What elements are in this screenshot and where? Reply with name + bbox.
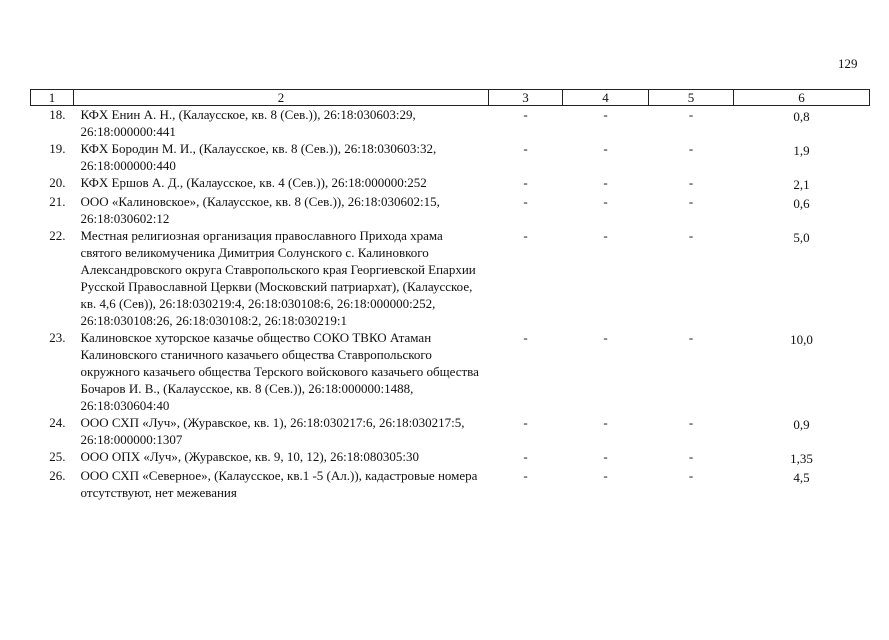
cell-col5: - bbox=[688, 415, 694, 430]
cell-col3: - bbox=[523, 468, 528, 483]
row-number: 20. bbox=[49, 175, 66, 190]
cell-col5: - bbox=[688, 141, 694, 156]
table-header-row bbox=[31, 90, 870, 106]
row-description: ООО СХП «Луч», (Журавское, кв. 1), 26:18:030217:6, 26:18:030217:5, 26:18:000000:1307 bbox=[80, 415, 465, 447]
cell-col4: - bbox=[603, 415, 608, 430]
cell-col3: - bbox=[523, 330, 528, 345]
row-description: Калиновское хуторское казачье общество СОКО ТВКО Атаман Калиновского станичного казачьего общества Ставропольского окружного казачьего общества Терского войскового казачьего общества Бочаров И. В., (Калаусское, кв. 8 (Сев.)), 26:18:000000:1488, 26:18:030604:40 bbox=[80, 330, 479, 413]
cell-col3: - bbox=[523, 175, 528, 190]
cell-col3: - bbox=[523, 107, 528, 122]
row-number: 24. bbox=[49, 415, 66, 430]
table-row bbox=[31, 106, 870, 141]
row-number: 23. bbox=[49, 330, 66, 345]
column-header-3: 3 bbox=[489, 90, 563, 106]
row-number: 25. bbox=[49, 449, 66, 464]
row-description: ООО СХП «Северное», (Калаусское, кв.1 -5 (Ал.)), кадастровые номера отсутствуют, нет межевания bbox=[80, 468, 478, 500]
cell-col5: - bbox=[688, 175, 694, 190]
row-number: 21. bbox=[49, 194, 66, 209]
cell-area: 5,0 bbox=[793, 230, 810, 245]
cell-area: 0,6 bbox=[793, 196, 810, 211]
cell-col4: - bbox=[603, 141, 608, 156]
cell-col3: - bbox=[523, 141, 528, 156]
page-number: 129 bbox=[838, 56, 858, 71]
cell-col3: - bbox=[523, 415, 528, 430]
table-row bbox=[31, 193, 870, 227]
table-row bbox=[31, 140, 870, 174]
row-description: ООО ОПХ «Луч», (Журавское, кв. 9, 10, 12), 26:18:080305:30 bbox=[80, 449, 420, 464]
cell-col4: - bbox=[603, 330, 608, 345]
cell-col5: - bbox=[688, 228, 694, 243]
cell-area: 1,9 bbox=[793, 143, 810, 158]
row-description: КФХ Енин А. Н., (Калаусское, кв. 8 (Сев.)), 26:18:030603:29, 26:18:000000:441 bbox=[80, 107, 416, 139]
row-number: 19. bbox=[49, 141, 66, 156]
table-row bbox=[31, 467, 870, 501]
cell-col5: - bbox=[688, 194, 694, 209]
row-description: КФХ Ершов А. Д., (Калаусское, кв. 4 (Сев.)), 26:18:000000:252 bbox=[80, 175, 427, 190]
cell-col4: - bbox=[603, 449, 608, 464]
cell-col5: - bbox=[688, 330, 694, 345]
cell-col3: - bbox=[523, 228, 528, 243]
land-plots-table bbox=[30, 89, 870, 501]
column-header-4: 4 bbox=[563, 90, 649, 106]
table-row bbox=[31, 174, 870, 193]
cell-col4: - bbox=[603, 194, 608, 209]
cell-area: 2,1 bbox=[793, 177, 810, 192]
cell-col4: - bbox=[603, 175, 608, 190]
cell-area: 0,9 bbox=[793, 417, 810, 432]
cell-area: 10,0 bbox=[790, 332, 813, 347]
row-number: 22. bbox=[49, 228, 66, 243]
cell-col3: - bbox=[523, 194, 528, 209]
cell-area: 4,5 bbox=[793, 470, 810, 485]
table-row bbox=[31, 414, 870, 448]
column-header-1: 1 bbox=[31, 90, 74, 106]
row-number: 26. bbox=[49, 468, 66, 483]
cell-col4: - bbox=[603, 107, 608, 122]
table-row bbox=[31, 329, 870, 414]
column-header-5: 5 bbox=[649, 90, 734, 106]
cell-col5: - bbox=[688, 107, 694, 122]
row-description: КФХ Бородин М. И., (Калаусское, кв. 8 (Сев.)), 26:18:030603:32, 26:18:000000:440 bbox=[80, 141, 437, 173]
cell-col5: - bbox=[688, 468, 694, 483]
row-number: 18. bbox=[49, 107, 66, 122]
table-row bbox=[31, 227, 870, 329]
row-description: ООО «Калиновское», (Калаусское, кв. 8 (Сев.)), 26:18:030602:15, 26:18:030602:12 bbox=[80, 194, 440, 226]
column-header-6: 6 bbox=[734, 90, 870, 106]
row-description: Местная религиозная организация православного Прихода храма святого великомученика Димитрия Солунского с. Калиновкого Александровского округа Ставропольского края Георгиевской Епархии Русской Православной Церкви (Московский патриархат), (Калаусское, кв. 4,6 (Сев)), 26:18:030219:4, 26:18:030108:6, 26:18:000000:252, 26:18:030108:26, 26:18:030108:2, 26:18:030219:1 bbox=[80, 228, 476, 328]
cell-col4: - bbox=[603, 228, 608, 243]
cell-col3: - bbox=[523, 449, 528, 464]
cell-area: 0,8 bbox=[793, 109, 810, 124]
cell-col5: - bbox=[688, 449, 694, 464]
column-header-2: 2 bbox=[74, 90, 489, 106]
table-row bbox=[31, 448, 870, 467]
cell-col4: - bbox=[603, 468, 608, 483]
cell-area: 1,35 bbox=[790, 451, 813, 466]
